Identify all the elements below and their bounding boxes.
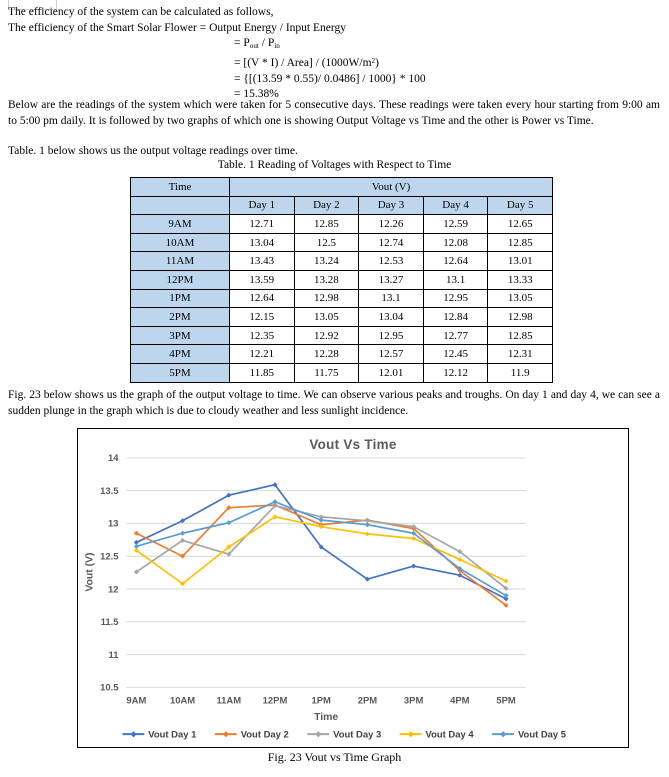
legend-label: Vout Day 2 xyxy=(240,729,289,741)
formula-line-area: = [(V * I) / Area] / $(1000W/m^2)$ xyxy=(234,57,379,70)
x-axis-title: Time xyxy=(314,712,339,724)
table-value-cell: 13.28 xyxy=(294,270,359,289)
table-value-cell: 11.85 xyxy=(230,363,295,382)
chart-title: Vout Vs Time xyxy=(309,436,397,452)
formula-line-pout-pin: = $P_{out} / P_{in}$ xyxy=(234,37,280,50)
table-value-cell: 13.04 xyxy=(230,233,295,252)
table-value-cell: 13.59 xyxy=(230,270,295,289)
legend-label: Vout Day 1 xyxy=(148,729,197,741)
table-row xyxy=(131,363,553,382)
table-header-empty xyxy=(131,196,230,215)
intro-line-1: The efficiency of the system can be calculated as follows, xyxy=(8,6,274,18)
table-value-cell: 12.95 xyxy=(359,326,424,345)
legend-label: Vout Day 3 xyxy=(333,729,382,741)
x-tick-label: 11AM xyxy=(216,695,242,707)
y-tick-label: 12 xyxy=(107,584,119,596)
table-value-cell: 12.12 xyxy=(423,363,488,382)
table-value-cell: 12.5 xyxy=(294,233,359,252)
x-axis-tick-labels xyxy=(126,695,515,706)
table-value-cell: 12.95 xyxy=(423,289,488,308)
table-value-cell: 12.64 xyxy=(423,252,488,271)
y-tick-label: 13.5 xyxy=(100,485,119,497)
table-time-cell: 2PM xyxy=(131,308,230,327)
data-point-marker xyxy=(134,544,139,549)
table-value-cell: 12.85 xyxy=(488,233,553,252)
table-title: Table. 1 Reading of Voltages with Respect to Time xyxy=(217,159,452,171)
table-header-row-1 xyxy=(131,178,553,197)
table-value-cell: 12.71 xyxy=(230,215,295,234)
formula-line-calc: = {[(13.59 * 0.55)/ 0.0486] / 1000} * 100 xyxy=(234,72,426,85)
x-tick-label: 2PM xyxy=(357,695,378,707)
table-value-cell: 12.21 xyxy=(230,345,295,364)
table-value-cell: 12.57 xyxy=(359,345,424,364)
table-time-cell: 3PM xyxy=(131,326,230,345)
table-time-cell: 4PM xyxy=(131,345,230,364)
table-value-cell: 12.45 xyxy=(423,345,488,364)
legend-point-marker xyxy=(315,731,321,737)
data-point-marker xyxy=(180,531,185,536)
table-value-cell: 11.9 xyxy=(488,363,553,382)
legend-label: Vout Day 5 xyxy=(517,729,567,741)
table-value-cell: 12.59 xyxy=(423,215,488,234)
data-point-marker xyxy=(319,518,324,523)
table-value-cell: 13.1 xyxy=(359,289,424,308)
y-tick-label: 10.5 xyxy=(100,682,119,694)
table-value-cell: 12.65 xyxy=(488,215,553,234)
x-tick-label: 4PM xyxy=(450,695,470,707)
table-value-cell: 12.98 xyxy=(294,289,359,308)
table-header-day5: Day 5 xyxy=(488,196,553,215)
table-row xyxy=(131,215,553,234)
intro-line-2: The efficiency of the Smart Solar Flower = Output Energy / Input Energy xyxy=(8,21,346,34)
legend-point-marker xyxy=(223,731,229,737)
table-row xyxy=(131,270,553,289)
y-axis-title: Vout (V) xyxy=(84,552,96,592)
table-time-cell: 10AM xyxy=(131,233,230,252)
table-value-cell: 12.85 xyxy=(488,326,553,345)
legend-item xyxy=(400,729,475,740)
table-value-cell: 12.77 xyxy=(423,326,488,345)
series-vout-day-4 xyxy=(134,514,509,586)
chart-legend xyxy=(122,729,566,740)
data-point-marker xyxy=(411,564,416,569)
data-point-marker xyxy=(457,557,462,562)
series-vout-day-1 xyxy=(134,482,509,601)
y-axis-tick-labels xyxy=(100,453,119,694)
y-tick-label: 11.5 xyxy=(100,617,119,629)
figure-caption: Fig. 23 Vout vs Time Graph xyxy=(267,750,402,764)
table-header-day1: Day 1 xyxy=(230,196,295,215)
table-header-day2: Day 2 xyxy=(294,196,359,215)
x-tick-label: 9AM xyxy=(126,695,147,707)
table-value-cell: 12.28 xyxy=(294,345,359,364)
legend-item xyxy=(122,729,196,740)
formula-line-result: = 15.38% xyxy=(234,88,279,101)
table-header-vout: Vout (V) xyxy=(230,178,553,197)
vout-vs-time-chart xyxy=(77,428,629,748)
y-tick-label: 12.5 xyxy=(100,551,119,563)
table-time-cell: 1PM xyxy=(131,289,230,308)
table-value-cell: 12.31 xyxy=(488,345,553,364)
data-point-marker xyxy=(411,536,416,541)
readings-paragraph: Below are the readings of the system which were taken for 5 consecutive days. These readings were taken every hour starting from 9:00 am to 5:00 pm daily. It is followed by two graphs of which one is showing Output Voltage vs Time and the other is Power vs Time. xyxy=(8,99,660,127)
table-value-cell: 13.1 xyxy=(423,270,488,289)
table-value-cell: 12.53 xyxy=(359,252,424,271)
table-header-time: Time xyxy=(131,178,230,197)
table-time-cell: 11AM xyxy=(131,252,230,271)
table-row xyxy=(131,308,553,327)
legend-item xyxy=(492,729,566,740)
table-value-cell: 13.43 xyxy=(230,252,295,271)
legend-item xyxy=(215,729,289,740)
y-tick-label: 11 xyxy=(108,649,119,661)
voltage-table xyxy=(130,177,553,383)
data-point-marker xyxy=(226,520,231,525)
table-value-cell: 12.64 xyxy=(230,289,295,308)
x-tick-label: 5PM xyxy=(496,695,516,707)
table-time-cell: 9AM xyxy=(131,215,230,234)
table-row xyxy=(131,345,553,364)
table-header-day4: Day 4 xyxy=(423,196,488,215)
table-value-cell: 12.92 xyxy=(294,326,359,345)
y-tick-label: 13 xyxy=(107,518,119,530)
voltage-table-body xyxy=(131,215,553,382)
figure-paragraph: Fig. 23 below shows us the graph of the output voltage to time. We can observe various peaks and troughs. On day 1 and day 4, we can see a sudden plunge in the graph which is due to cloudy weather and less sunlight incidence. xyxy=(8,389,660,417)
table-row xyxy=(131,289,553,308)
table-header-day3: Day 3 xyxy=(359,196,424,215)
table-value-cell: 12.74 xyxy=(359,233,424,252)
y-tick-label: 14 xyxy=(107,453,119,465)
table-row xyxy=(131,326,553,345)
legend-label: Vout Day 4 xyxy=(425,729,474,741)
legend-point-marker xyxy=(500,731,506,737)
table-row xyxy=(131,233,553,252)
table-intro-line: Table. 1 below shows us the output voltage readings over time. xyxy=(8,145,298,157)
table-value-cell: 13.01 xyxy=(488,252,553,271)
table-value-cell: 12.35 xyxy=(230,326,295,345)
legend-point-marker xyxy=(130,731,136,737)
table-value-cell: 12.26 xyxy=(359,215,424,234)
table-time-cell: 12PM xyxy=(131,270,230,289)
x-tick-label: 3PM xyxy=(403,695,424,707)
table-value-cell: 12.84 xyxy=(423,308,488,327)
table-value-cell: 13.27 xyxy=(359,270,424,289)
table-value-cell: 12.08 xyxy=(423,233,488,252)
table-value-cell: 12.01 xyxy=(359,363,424,382)
x-tick-label: 10AM xyxy=(169,695,196,707)
table-value-cell: 11.75 xyxy=(294,363,359,382)
table-value-cell: 13.05 xyxy=(294,308,359,327)
table-value-cell: 13.33 xyxy=(488,270,553,289)
x-tick-label: 1PM xyxy=(311,695,331,707)
legend-item xyxy=(307,729,381,740)
data-point-marker xyxy=(504,579,509,584)
table-value-cell: 13.04 xyxy=(359,308,424,327)
table-value-cell: 12.15 xyxy=(230,308,295,327)
efficiency-formula-block xyxy=(234,36,426,103)
table-value-cell: 12.85 xyxy=(294,215,359,234)
legend-point-marker xyxy=(408,731,414,737)
series-line xyxy=(136,485,506,599)
table-time-cell: 5PM xyxy=(131,363,230,382)
table-header-row-2 xyxy=(131,196,553,215)
x-tick-label: 12PM xyxy=(262,695,288,707)
table-value-cell: 12.98 xyxy=(488,308,553,327)
table-value-cell: 13.05 xyxy=(488,289,553,308)
table-row xyxy=(131,252,553,271)
chart-svg xyxy=(78,429,628,747)
data-point-marker xyxy=(365,531,370,536)
data-point-marker xyxy=(272,499,277,504)
table-value-cell: 13.24 xyxy=(294,252,359,271)
